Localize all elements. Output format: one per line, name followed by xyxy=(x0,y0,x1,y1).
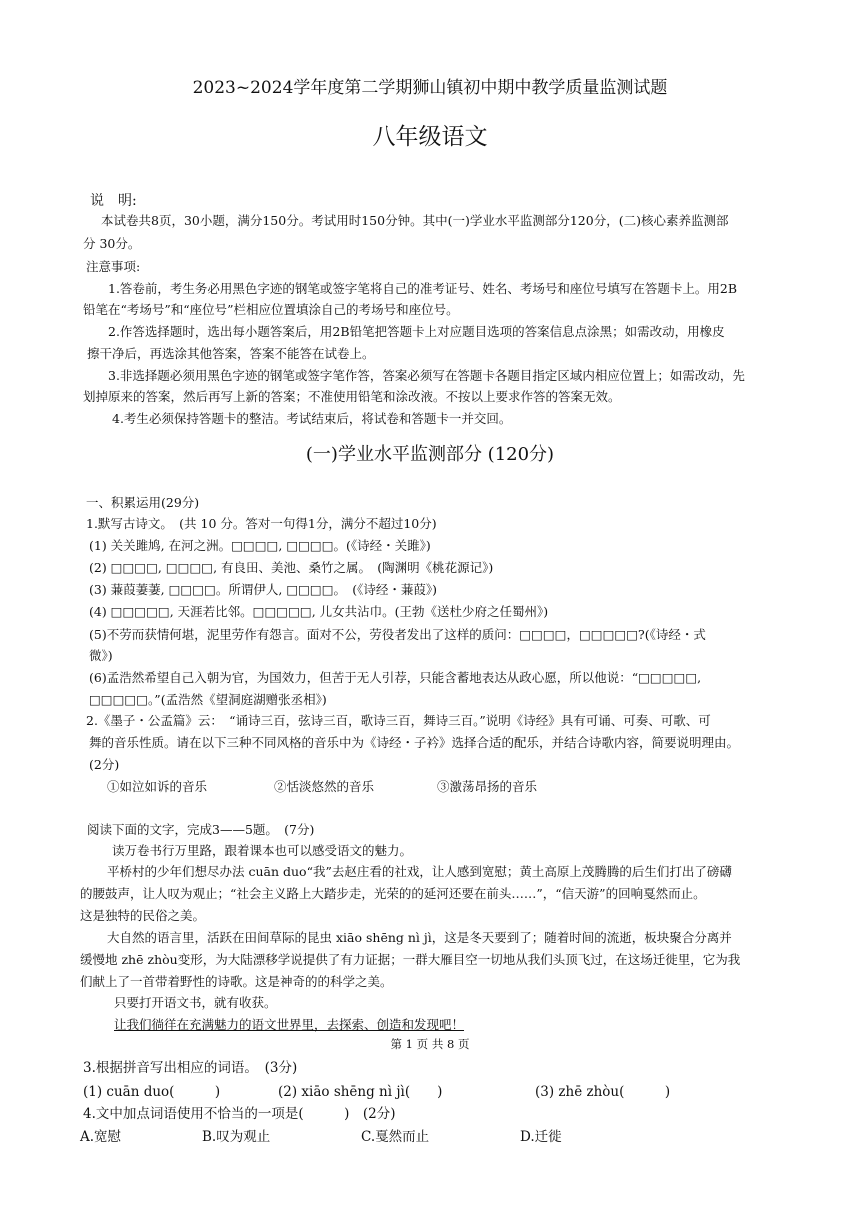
q1-line-3: (3) 蒹葭萋萋, □□□□。所谓伊人, □□□□。 (《诗经・蒹葭》) xyxy=(89,582,438,597)
q1-line-6b: □□□□□。”(孟浩然《望洞庭湖赠张丞相》) xyxy=(89,692,327,707)
intro-line-2: 分 30分。 xyxy=(83,236,141,251)
q4-option-b: B.叹为观止 xyxy=(202,1129,271,1145)
q1-line-2: (2) □□□□, □□□□, 有良田、美池、桑竹之属。 (陶渊明《桃花源记》) xyxy=(89,560,494,575)
page-footer: 第 1 页 共 8 页 xyxy=(390,1037,470,1051)
reading-intro: 阅读下面的文字，完成3——5题。 (7分) xyxy=(87,822,315,837)
passage-line-1: 读万卷书行万里路，跟着课本也可以感受语文的魅力。 xyxy=(112,843,413,858)
passage-line-7: 们献上了一首带着野性的诗歌。这是神奇的的科学之美。 xyxy=(80,974,393,989)
part1-heading: 一、积累运用(29分) xyxy=(86,495,200,510)
q3-item-1: (1) cuān duo( ) xyxy=(83,1084,221,1100)
q3-prompt: 3.根据拼音写出相应的词语。 (3分) xyxy=(83,1060,298,1076)
note-item-1b: 铅笔在“考场号”和“座位号”栏相应位置填涂自己的考场号和座位号。 xyxy=(83,302,459,317)
passage-line-6: 缓慢地 zhē zhòu变形，为大陆漂移学说提供了有力证据；一群大雁目空一切地从我们头顶飞过，在这场迁徙里，它为我 xyxy=(80,952,741,967)
passage-line-4: 这是独特的民俗之美。 xyxy=(80,908,206,923)
intro-line-1: 本试卷共8页，30小题，满分150分。考试用时150分钟。其中(一)学业水平监测部分120分，(二)核心素养监测部 xyxy=(101,213,729,228)
q2-option-2: ②恬淡悠然的音乐 xyxy=(274,779,375,794)
attention-heading: 注意事项: xyxy=(86,259,141,274)
subject-title: 八年级语文 xyxy=(372,124,488,150)
q3-item-2: (2) xiāo shēng nì jì( ) xyxy=(278,1084,443,1100)
passage-line-9: 让我们徜徉在充满魅力的语文世界里，去探索、创造和发现吧！ xyxy=(114,1017,465,1032)
q4-option-a: A.宽慰 xyxy=(80,1129,122,1145)
q2-line-2: 舞的音乐性质。请在以下三种不同风格的音乐中为《诗经・子衿》选择合适的配乐，并结合诗歌内容，简要说明理由。 xyxy=(89,735,740,750)
passage-line-3: 的腰鼓声，让人叹为观止；“社会主义路上大踏步走，光荣的的延河还要在前头……”，“信天游”的回响戛然而止。 xyxy=(80,886,706,901)
q1-line-5a: (5)不劳而获情何堪，泥里劳作有怨言。面对不公，劳役者发出了这样的质问：□□□□，□□□□□?(《诗经・式 xyxy=(89,627,706,642)
q2-option-1: ①如泣如诉的音乐 xyxy=(107,779,208,794)
note-item-3b: 划掉原来的答案，然后再写上新的答案；不准使用铅笔和涂改液。不按以上要求作答的答案无效。 xyxy=(83,389,621,404)
q1-line-4: (4) □□□□□, 天涯若比邻。□□□□□, 儿女共沾巾。(王勃《送杜少府之任蜀州》) xyxy=(89,604,549,619)
section-title: (一)学业水平监测部分 (120分) xyxy=(305,444,555,465)
passage-line-8: 只要打开语文书，就有收获。 xyxy=(114,995,277,1010)
q1-line-6a: (6)孟浩然希望自己入朝为官，为国效力，但苦于无人引荐，只能含蓄地表达从政心愿，所以他说：“□□□□□, xyxy=(89,670,702,685)
q2-line-3: (2分) xyxy=(89,757,120,772)
q1-line-5b: 微》) xyxy=(89,648,113,663)
note-item-2a: 2.作答选择题时，选出每小题答案后，用2B铅笔把答题卡上对应题目选项的答案信息点涂黑；如需改动，用橡皮 xyxy=(108,324,725,339)
q2-option-3: ③激荡昂扬的音乐 xyxy=(437,779,538,794)
q1-prompt: 1.默写古诗文。 (共 10 分。答对一句得1分，满分不超过10分) xyxy=(86,516,437,531)
passage-line-2: 平桥村的少年们想尽办法 cuān duo“我”去赵庄看的社戏，让人感到宽慰；黄土高原上茂腾腾的后生们打出了磅礴 xyxy=(107,864,732,879)
q1-line-1: (1) 关关雎鸠, 在河之洲。□□□□, □□□□。(《诗经・关雎》) xyxy=(89,538,431,553)
q3-item-3: (3) zhē zhòu( ) xyxy=(535,1084,671,1100)
notes-heading: 说 明: xyxy=(90,193,137,209)
note-item-4: 4.考生必须保持答题卡的整洁。考试结束后，将试卷和答题卡一并交回。 xyxy=(112,411,512,426)
q4-option-c: C.戛然而止 xyxy=(361,1129,430,1145)
exam-title: 2023~2024学年度第二学期狮山镇初中期中教学质量监测试题 xyxy=(192,78,668,98)
q4-option-d: D.迁徙 xyxy=(520,1129,562,1145)
q4-prompt: 4.文中加点词语使用不恰当的一项是( ) (2分) xyxy=(83,1106,396,1122)
q2-line-1: 2.《墨子・公孟篇》云： “诵诗三百，弦诗三百，歌诗三百，舞诗三百。”说明《诗经》具有可诵、可奏、可歌、可 xyxy=(86,713,711,728)
note-item-3a: 3.非选择题必须用黑色字迹的钢笔或签字笔作答，答案必须写在答题卡各题目指定区域内相应位置上；如需改动，先 xyxy=(108,368,745,383)
note-item-1a: 1.答卷前，考生务必用黑色字迹的钢笔或签字笔将自己的准考证号、姓名、考场号和座位号填写在答题卡上。用2B xyxy=(108,281,738,296)
passage-line-5: 大自然的语言里，活跃在田间草际的昆虫 xiāo shēng nì jì，这是冬天要到了；随着时间的流逝，板块聚合分离并 xyxy=(107,930,732,945)
note-item-2b: 擦干净后，再选涂其他答案，答案不能答在试卷上。 xyxy=(87,346,375,361)
